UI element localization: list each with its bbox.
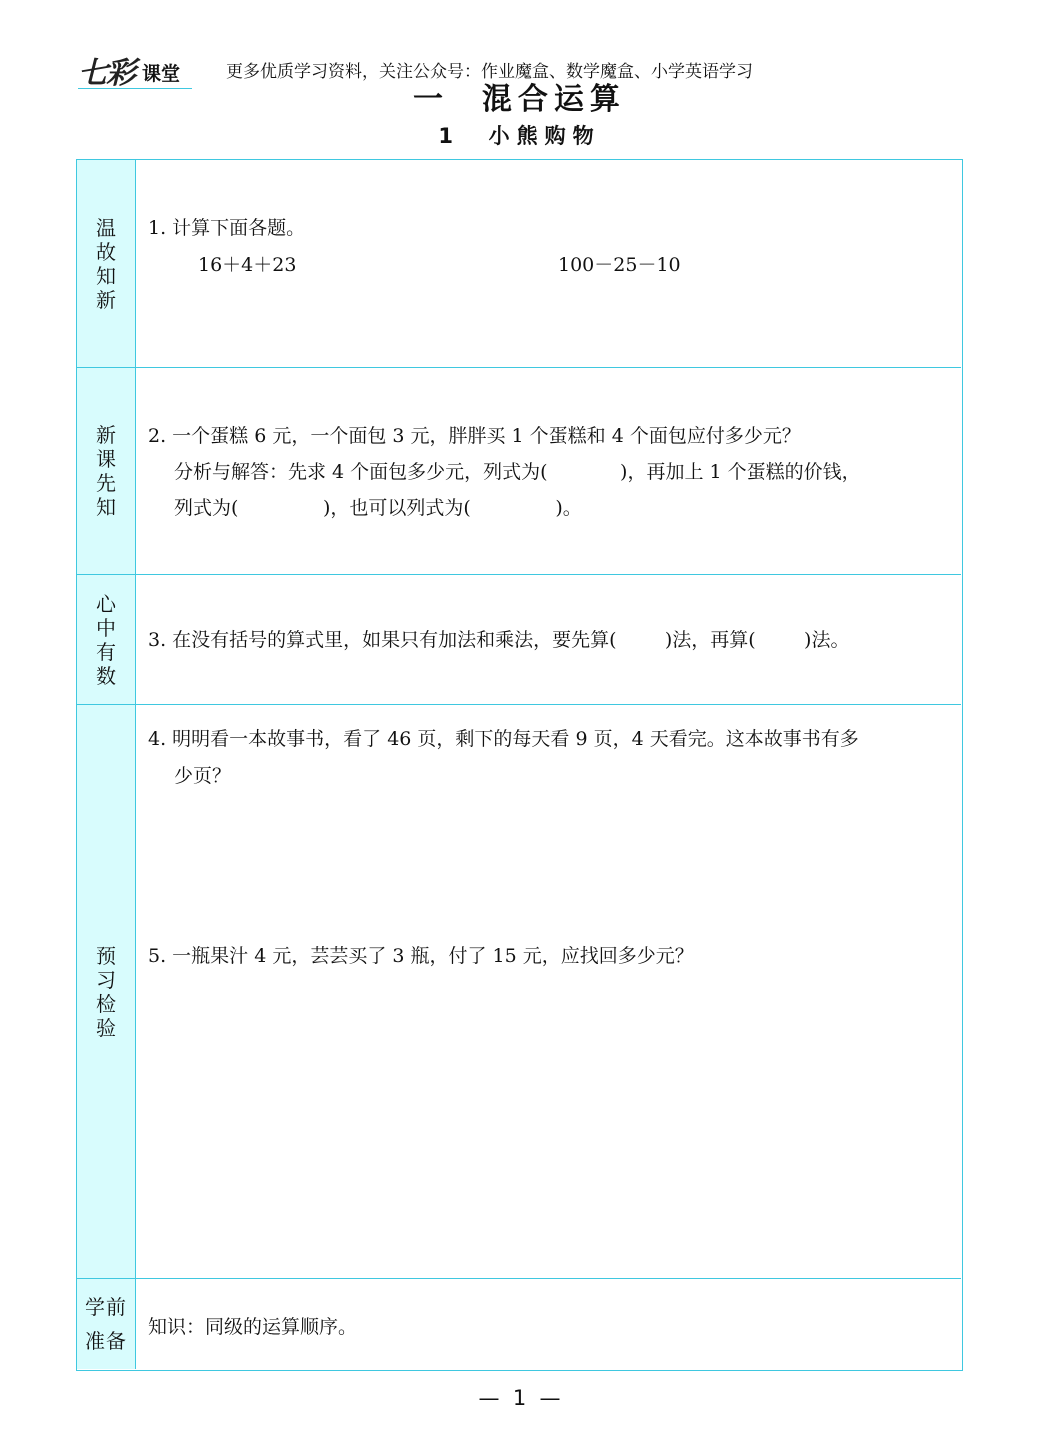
question-4-line-1: 4. 明明看一本故事书，看了 46 页，剩下的每天看 9 页，4 天看完。这本故事书有多	[148, 728, 859, 750]
logo-word-text: 课堂	[142, 63, 181, 85]
section-mind	[77, 574, 961, 704]
section-prep	[77, 1278, 961, 1369]
section-new-lesson	[77, 367, 961, 574]
page-number: — 1 —	[478, 1386, 561, 1410]
question-2-line-3: 列式为( )，也可以列式为( )。	[174, 497, 582, 519]
question-2-line-1: 2. 一个蛋糕 6 元，一个面包 3 元，胖胖买 1 个蛋糕和 4 个面包应付多少元？	[148, 425, 801, 447]
section-new-lesson-sidebar	[77, 368, 136, 574]
section-review-label: 温故知新	[96, 216, 116, 312]
expression-b: 100－25－10	[558, 254, 681, 276]
section-prep-label: 学前准备	[85, 1295, 127, 1353]
section-new-lesson-label: 新课先知	[96, 423, 116, 519]
section-prep-sidebar	[77, 1279, 136, 1369]
lesson-title: 1 小熊购物	[438, 124, 601, 148]
section-new-lesson-content	[136, 368, 961, 574]
section-prep-content	[136, 1279, 961, 1369]
section-review	[77, 160, 961, 368]
section-mind-content	[136, 575, 961, 704]
section-preview-label: 预习检验	[96, 943, 116, 1040]
section-preview	[77, 704, 961, 1278]
question-1: 1. 计算下面各题。	[148, 217, 306, 239]
question-3: 3. 在没有括号的算式里，如果只有加法和乘法，要先算( )法，再算( )法。	[148, 629, 850, 651]
worksheet-frame	[76, 159, 963, 1371]
logo-script-text: 七彩	[78, 56, 134, 91]
section-review-sidebar	[77, 160, 136, 368]
section-mind-label: 心中有数	[96, 591, 116, 688]
header-notice: 更多优质学习资料，关注公众号：作业魔盒、数学魔盒、小学英语学习	[226, 62, 753, 82]
expression-a: 16＋4＋23	[198, 254, 297, 276]
section-mind-sidebar	[77, 575, 136, 704]
section-review-content	[136, 160, 961, 368]
unit-title: 一 混合运算	[413, 82, 626, 117]
question-4-line-2: 少页？	[174, 765, 232, 787]
prep-knowledge-text: 知识：同级的运算顺序。	[148, 1316, 358, 1338]
section-preview-content	[136, 705, 961, 1278]
section-preview-sidebar	[77, 705, 136, 1278]
question-2-line-2: 分析与解答：先求 4 个面包多少元，列式为( )，再加上 1 个蛋糕的价钱，	[174, 461, 861, 483]
question-5: 5. 一瓶果汁 4 元，芸芸买了 3 瓶，付了 15 元，应找回多少元？	[148, 945, 694, 967]
